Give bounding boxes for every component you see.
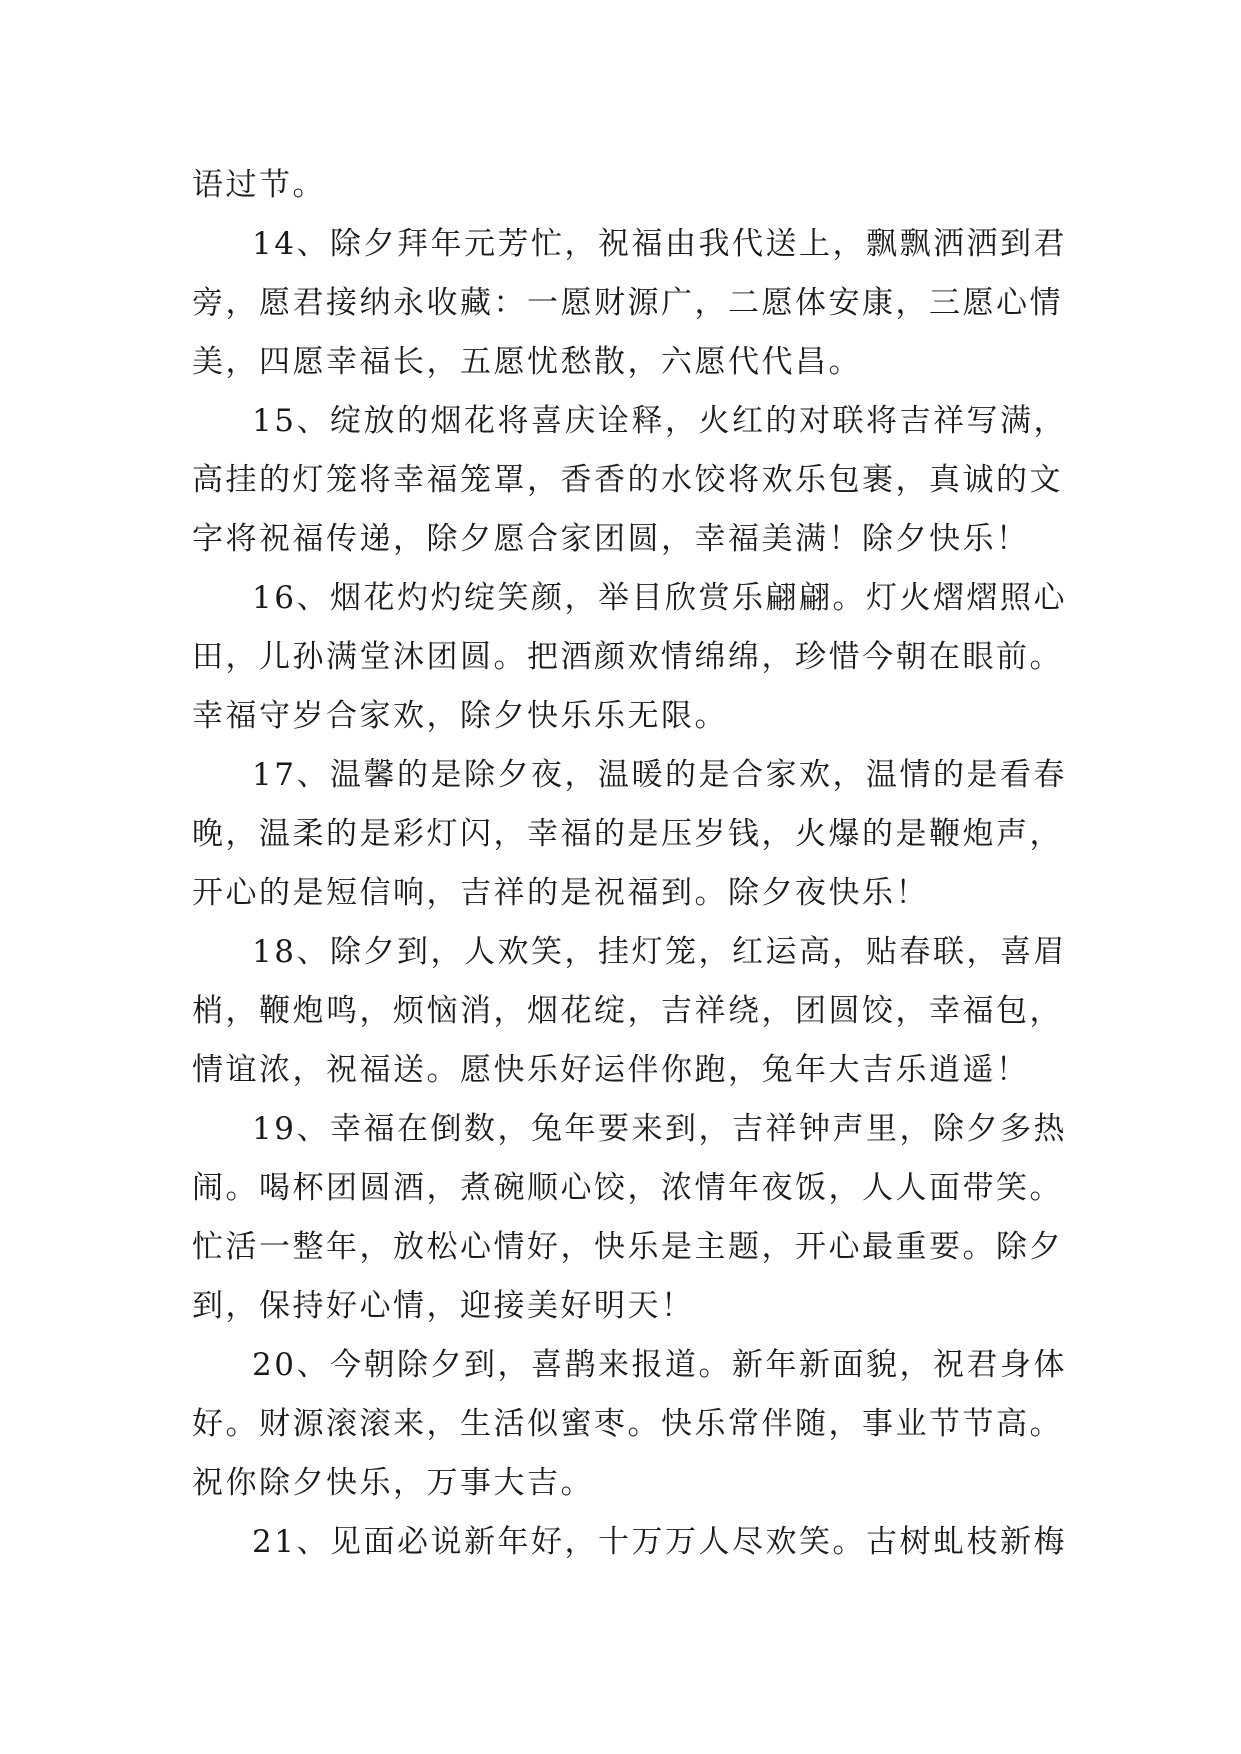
text-line: 开心的是短信响，吉祥的是祝福到。除夕夜快乐！: [192, 875, 929, 911]
paragraph-14-start: 14、除夕拜年元芳忙，祝福由我代送上，飘飘洒洒到君: [252, 226, 1067, 262]
text-line: 语过节。: [192, 167, 326, 203]
text-line: 幸福守岁合家欢，除夕快乐乐无限。: [192, 698, 728, 734]
text-line: 祝你除夕快乐，万事大吉。: [192, 1465, 594, 1501]
text-line: 忙活一整年，放松心情好，快乐是主题，开心最重要。除夕: [192, 1229, 1063, 1265]
text-line: 到，保持好心情，迎接美好明天！: [192, 1288, 695, 1324]
paragraph-18-start: 18、除夕到，人欢笑，挂灯笼，红运高，贴春联，喜眉: [252, 934, 1067, 970]
text-line: 高挂的灯笼将幸福笼罩，香香的水饺将欢乐包裹，真诚的文: [192, 462, 1063, 498]
paragraph-20-start: 20、今朝除夕到，喜鹊来报道。新年新面貌，祝君身体: [252, 1347, 1067, 1383]
text-line: 情谊浓，祝福送。愿快乐好运伴你跑，兔年大吉乐逍遥！: [192, 1052, 1030, 1088]
text-line: 好。财源滚滚来，生活似蜜枣。快乐常伴随，事业节节高。: [192, 1406, 1063, 1442]
text-line: 晚，温柔的是彩灯闪，幸福的是压岁钱，火爆的是鞭炮声，: [192, 816, 1063, 852]
text-line: 闹。喝杯团圆酒，煮碗顺心饺，浓情年夜饭，人人面带笑。: [192, 1170, 1063, 1206]
paragraph-16-start: 16、烟花灼灼绽笑颜，举目欣赏乐翩翩。灯火熠熠照心: [252, 580, 1067, 616]
paragraph-17-start: 17、温馨的是除夕夜，温暖的是合家欢，温情的是看春: [252, 757, 1067, 793]
text-line: 字将祝福传递，除夕愿合家团圆，幸福美满！除夕快乐！: [192, 521, 1030, 557]
text-line: 田，儿孙满堂沐团圆。把酒颜欢情绵绵，珍惜今朝在眼前。: [192, 639, 1063, 675]
document-body: [192, 156, 1068, 1572]
paragraph-15-start: 15、绽放的烟花将喜庆诠释，火红的对联将吉祥写满，: [252, 403, 1067, 439]
paragraph-21-start: 21、见面必说新年好，十万万人尽欢笑。古树虬枝新梅: [252, 1524, 1067, 1560]
text-line: 梢，鞭炮鸣，烦恼消，烟花绽，吉祥绕，团圆饺，幸福包，: [192, 993, 1063, 1029]
text-line: 旁，愿君接纳永收藏：一愿财源广，二愿体安康，三愿心情: [192, 285, 1063, 321]
paragraph-19-start: 19、幸福在倒数，兔年要来到，吉祥钟声里，除夕多热: [252, 1111, 1067, 1147]
text-line: 美，四愿幸福长，五愿忧愁散，六愿代代昌。: [192, 344, 862, 380]
